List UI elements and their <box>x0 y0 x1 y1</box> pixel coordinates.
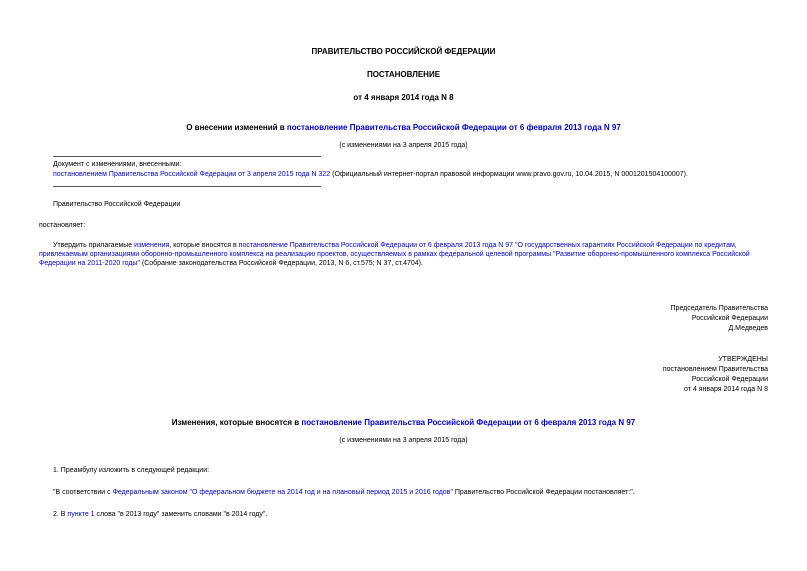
divider-bottom <box>53 186 321 187</box>
item2-text-a: 2. В <box>53 511 68 518</box>
change-item-2 <box>53 510 267 519</box>
p1-text-a: Утвердить прилагаемые <box>53 242 135 249</box>
approved-line4: от 4 января 2014 года N 8 <box>684 386 768 393</box>
date-number: от 4 января 2014 года N 8 <box>353 93 454 102</box>
changes-link[interactable]: изменения <box>134 242 170 249</box>
decree-97-link[interactable]: постановление Правительства Российской Федерации от 6 февраля 2013 года N 97 "О государственных гарантиях Российской Федерации по кредитам, привлекаемым организациями оборонно-промышленного комплекса на реализацию проектов, осуществляемых в рамках федеральной целевой программы "Развитие оборонно-промышленного комплекса Российской Федерации на 2011-2020 годы" <box>39 242 750 268</box>
changes-revision: (с изменениями на 3 апреля 2015 года) <box>339 437 468 444</box>
government-text: Правительство Российской Федерации <box>53 201 181 208</box>
org-heading: ПРАВИТЕЛЬСТВО РОССИЙСКОЙ ФЕДЕРАЦИИ <box>311 47 496 56</box>
amendment-intro: Документ с изменениями, внесенными: <box>53 161 182 168</box>
approved-line3: Российской Федерации <box>691 376 768 383</box>
quote-text-b: Правительство Российской Федерации постановляет:". <box>452 489 635 496</box>
amendment-source: (Официальный интернет-портал правовой информации www.pravo.gov.ru, 10.04.2015, N 0001201504100007). <box>330 171 688 178</box>
decrees-text: постановляет: <box>39 222 86 229</box>
change-item-1: 1. Преамбулу изложить в следующей редакции: <box>53 467 210 474</box>
approved-line1: УТВЕРЖДЕНЫ <box>718 356 768 363</box>
changes-prefix: Изменения, которые вносятся в <box>171 418 302 427</box>
changes-title <box>0 418 807 428</box>
preamble-quote <box>53 488 635 497</box>
doc-type-heading: ПОСТАНОВЛЕНИЕ <box>366 70 441 79</box>
signature-line1: Председатель Правительства <box>670 305 768 312</box>
point-1-link[interactable]: пункте 1 <box>67 511 95 518</box>
amendment-link[interactable]: постановлением Правительства Российской Федерации от 3 апреля 2015 года N 322 <box>53 171 331 178</box>
signature-line2: Российской Федерации <box>691 315 768 322</box>
item2-text-b: слова "в 2013 году" заменить словами "в 2014 году". <box>94 511 268 518</box>
title-revision: (с изменениями на 3 апреля 2015 года) <box>339 142 468 149</box>
approved-line2: постановлением Правительства <box>662 366 768 373</box>
p1-text-b: , которые вносятся в <box>169 242 239 249</box>
title-prefix: О внесении изменений в <box>186 123 287 132</box>
title-link[interactable]: постановление Правительства Российской Федерации от 6 февраля 2013 года N 97 <box>286 123 621 132</box>
divider-top <box>53 156 321 157</box>
amendment-line <box>53 170 688 179</box>
p1-text-c: (Собрание законодательства Российской Федерации, 2013, N 6, ст.575; N 37, ст.4704). <box>139 260 423 268</box>
main-paragraph <box>39 241 770 268</box>
document-title <box>0 123 807 133</box>
federal-law-link[interactable]: Федеральным законом "О федеральном бюджете на 2014 год и на плановый период 2015 и 2016 годов" <box>112 489 453 496</box>
changes-title-link[interactable]: постановление Правительства Российской Федерации от 6 февраля 2013 года N 97 <box>301 418 636 427</box>
signature-line3: Д.Медведев <box>728 325 768 332</box>
quote-text-a: "В соответствии с <box>53 489 113 496</box>
